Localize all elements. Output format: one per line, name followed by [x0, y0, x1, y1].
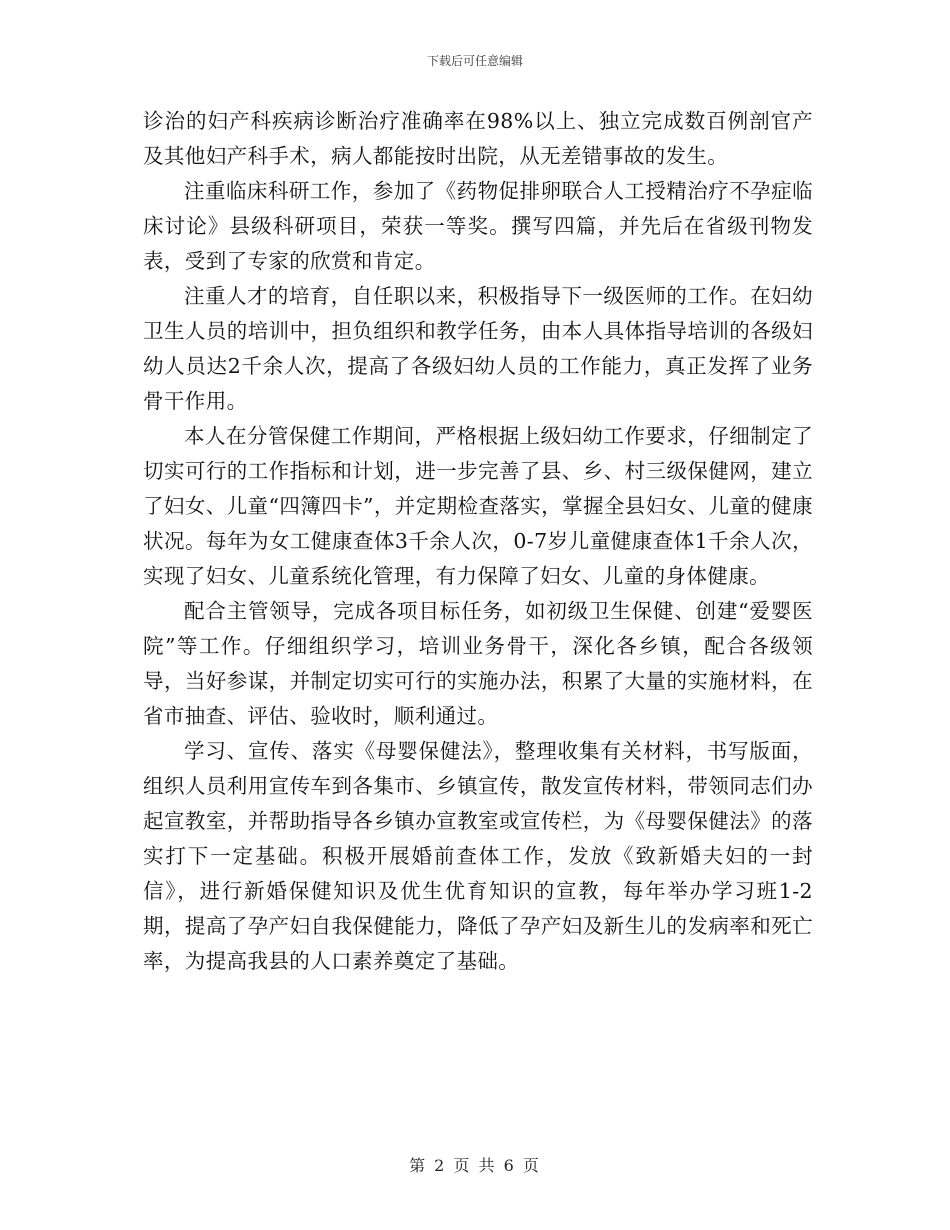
page-header: 下载后可任意编辑 [426, 54, 523, 68]
paragraph-targets: 配合主管领导，完成各项目标任务，如初级卫生保健、创建“爱婴医院”等工作。仔细组织学习，培训业务骨干，深化各乡镇，配合各级领导，当好参谋，并制定切实可行的实施办法，积累了大量的实施材料，在省市抽查、评估、验收时，顺利通过。 [143, 599, 813, 728]
paragraph-publicity: 学习、宣传、落实《母婴保健法》，整理收集有关材料，书写版面，组织人员利用宣传车到各集市、乡镇宣传，散发宣传材料，带领同志们办起宣教室，并帮助指导各乡镇办宣教室或宣传栏，为《母婴保健法》的落实打下一定基础。积极开展婚前查体工作，发放《致新婚夫妇的一封信》，进行新婚保健知识及优生优育知识的宣教，每年举办学习班1-2期，提高了孕产妇自我保健能力，降低了孕产妇及新生儿的发病率和死亡率，为提高我县的人口素养奠定了基础。 [143, 739, 813, 973]
paragraph-health-care: 本人在分管保健工作期间，严格根据上级妇幼工作要求，仔细制定了切实可行的工作指标和计划，进一步完善了县、乡、村三级保健网，建立了妇女、儿童“四簿四卡”，并定期检查落实，掌握全县妇女、儿童的健康状况。每年为女工健康查体3千余人次，0-7岁儿童健康查体1千余人次，实现了妇女、儿童系统化管理，有力保障了妇女、儿童的身体健康。 [143, 424, 813, 588]
paragraph-diagnosis: 诊治的妇产科疾病诊断治疗准确率在98%以上、独立完成数百例剖官产及其他妇产科手术，病人都能按时出院，从无差错事故的发生。 [143, 109, 813, 168]
paragraph-research: 注重临床科研工作，参加了《药物促排卵联合人工授精治疗不孕症临床讨论》县级科研项目，荣获一等奖。撰写四篇，并先后在省级刊物发表，受到了专家的欣赏和肯定。 [143, 179, 813, 273]
paragraph-training: 注重人才的培育，自任职以来，积极指导下一级医师的工作。在妇幼卫生人员的培训中，担负组织和教学任务，由本人具体指导培训的各级妇幼人员达2千余人次，提高了各级妇幼人员的工作能力，真正发挥了业务骨干作用。 [143, 284, 813, 413]
body-text [143, 104, 813, 979]
page-number-footer: 第 2 页 共 6 页 [409, 1156, 541, 1175]
